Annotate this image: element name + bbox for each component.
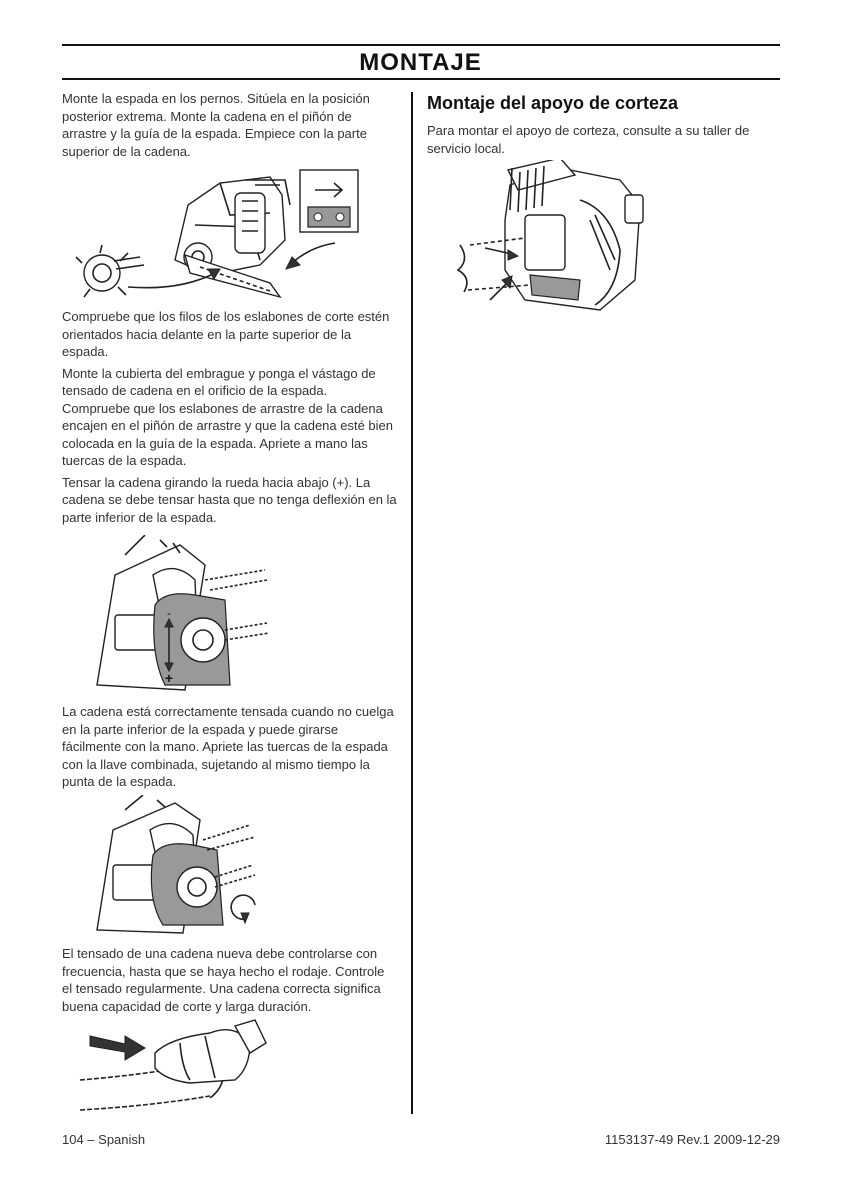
- figure-hand-check-chain: [70, 1018, 270, 1113]
- paragraph-bark-support: Para montar el apoyo de corteza, consulte a su taller de servicio local.: [427, 123, 750, 156]
- footer-page-number: 104 – Spanish: [62, 1132, 146, 1147]
- left-column-part3: [62, 703, 397, 791]
- column-divider: [411, 92, 413, 1114]
- footer-doc-revision: 1153137-49 Rev.1 2009-12-29: [604, 1132, 780, 1147]
- header-rule-bottom: [62, 78, 780, 80]
- left-column: [62, 90, 397, 160]
- figure-bark-support: [450, 160, 650, 320]
- page-title: MONTAJE: [359, 49, 482, 76]
- paragraph-new-chain: El tensado de una cadena nueva debe controlarse con frecuencia, hasta que se haya hecho el rodaje. Controle el tensado regularmente. Una cadena correcta significa buena capacidad de corte y larga duración.: [62, 946, 385, 1014]
- left-column-part2: [62, 308, 397, 526]
- paragraph-correct-tension: La cadena está correctamente tensada cuando no cuelga en la parte inferior de la espada y puede girarse fácilmente con la mano. Apriete las tuercas de la espada con la llave combinada, sujetando al mismo tiempo la punta de la espada.: [62, 704, 394, 789]
- minus-label: -: [167, 606, 171, 620]
- header-rule-top: [62, 44, 780, 46]
- figure-chain-mounting: [70, 165, 370, 305]
- figure-tighten-nuts: [85, 795, 275, 940]
- left-column-part4: [62, 945, 397, 1015]
- section-heading-bark-support: Montaje del apoyo de corteza: [427, 93, 679, 113]
- paragraph-cutter-direction: Compruebe que los filos de los eslabones de corte estén orientados hacia delante en la parte superior de la espada.: [62, 309, 390, 359]
- paragraph-mount-bar: Monte la espada en los pernos. Sitúela en la posición posterior extrema. Monte la cadena en el piñón de arrastre y la guía de la espada. Empiece con la parte superior de la cadena.: [62, 91, 370, 159]
- figure-chain-tension: [85, 535, 275, 700]
- right-column: [427, 92, 782, 157]
- plus-label: +: [164, 670, 174, 686]
- paragraph-tension: Tensar la cadena girando la rueda hacia abajo (+). La cadena se debe tensar hasta que no tenga deflexión en la parte inferior de la espada.: [62, 474, 397, 525]
- paragraph-clutch-cover: Monte la cubierta del embrague y ponga el vástago de tensado de cadena en el orificio de la espada. Compruebe que los eslabones de arrastre de la cadena encajen en el piñón de arrastre y que la cadena esté bien colocada en la guía de la espada. Apriete a mano las tuercas de la espada.: [62, 365, 394, 468]
